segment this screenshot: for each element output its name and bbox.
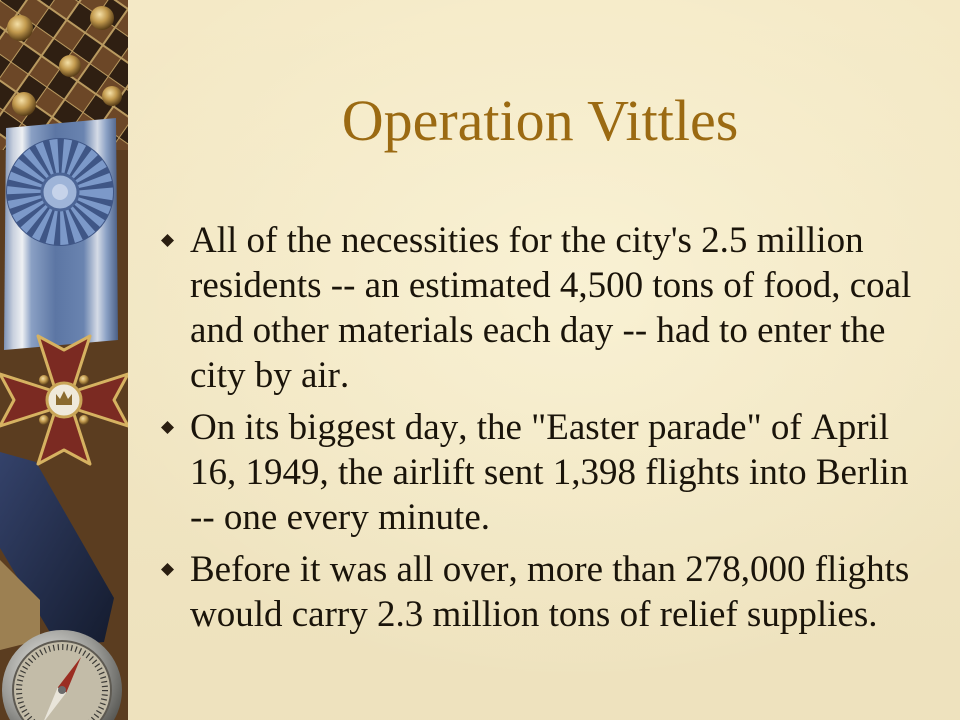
bullet-text: All of the necessities for the city's 2.5 million residents -- an estimated 4,500 tons of food, coal and other materials each day -- had to enter the city by air.: [190, 220, 912, 396]
decorative-photo-strip: [0, 0, 128, 720]
bullet-item: [190, 405, 928, 540]
diamond-bullet-icon: [161, 234, 174, 247]
bullet-text: On its biggest day, the "Easter parade" of April 16, 1949, the airlift sent 1,398 flights into Berlin -- one every minute.: [190, 407, 909, 538]
diamond-bullet-icon: [161, 563, 174, 576]
rosette-ribbon-icon: [4, 118, 118, 350]
bullet-item: [190, 547, 928, 637]
bullet-list: [190, 218, 928, 637]
bullet-item: [190, 218, 928, 398]
slide-title: Operation Vittles: [341, 88, 739, 153]
diamond-bullet-icon: [161, 421, 174, 434]
bullet-text: Before it was all over, more than 278,000 flights would carry 2.3 million tons of relief supplies.: [190, 549, 910, 635]
